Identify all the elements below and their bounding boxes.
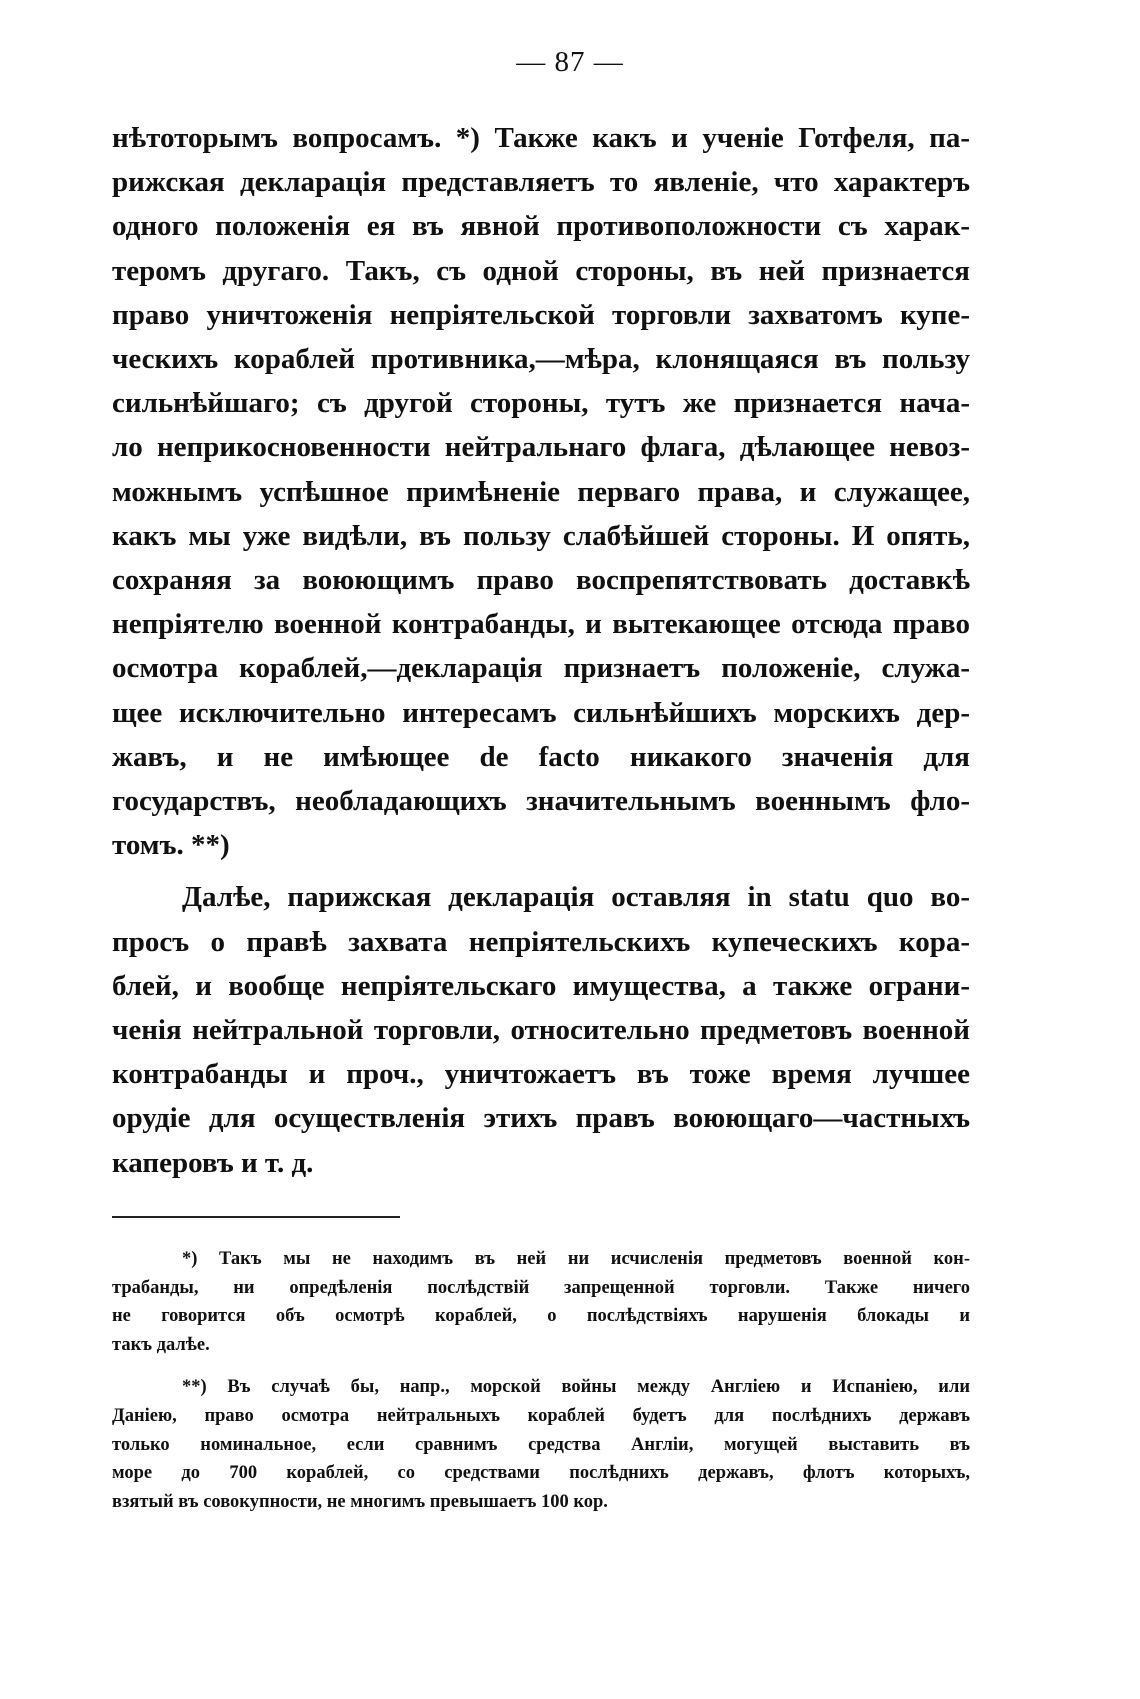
- text-line: сохраняя за воюющимъ право воспрепятствовать доставкѣ: [112, 564, 970, 597]
- footnote-line: море до 700 кораблей, со средствами послѣднихъ державъ, флотъ которыхъ,: [112, 1463, 970, 1484]
- text-line: Далѣе, парижская декларація оставляя in statu quo во-: [182, 881, 970, 914]
- main-text: [112, 116, 970, 1185]
- text-line: какъ мы уже видѣли, въ пользу слабѣйшей стороны. И опять,: [112, 519, 970, 552]
- paragraph-2: [112, 875, 970, 1184]
- text-line: непріятелю военной контрабанды, и вытекающее отсюда право: [112, 608, 970, 641]
- text-line: нѣтоторымъ вопросамъ. *) Также какъ и ученіе Готфеля, па-: [112, 122, 970, 154]
- footnote-line: не говорится объ осмотрѣ кораблей, о послѣдствіяхъ нарушенія блокады и: [112, 1306, 970, 1327]
- text-line: осмотра кораблей,—декларація признаетъ положеніе, служа-: [112, 652, 970, 685]
- footnote-line: **) Въ случаѣ бы, напр., морской войны между Англіею и Испаніею, или: [182, 1377, 970, 1398]
- text-line: ло неприкосновенности нейтральнаго флага, дѣлающее невоз-: [112, 431, 970, 464]
- text-line: государствъ, необладающихъ значительнымъ военнымъ фло-: [112, 785, 970, 818]
- text-line: одного положенія ея въ явной противоположности съ харак-: [112, 210, 970, 243]
- text-line: можнымъ успѣшное примѣненіе перваго права, и служащее,: [112, 475, 970, 508]
- footnote-line: Даніею, право осмотра нейтральныхъ кораблей будетъ для послѣднихъ державъ: [112, 1405, 970, 1426]
- text-line: щее исключительно интересамъ сильнѣйшихъ морскихъ дер-: [112, 696, 970, 729]
- text-line: сильнѣйшаго; съ другой стороны, тутъ же признается нача-: [112, 387, 970, 420]
- text-line: ческихъ кораблей противника,—мѣра, клонящаяся въ пользу: [112, 343, 970, 376]
- text-line: томъ. **): [112, 829, 230, 862]
- footnote-line: такъ далѣе.: [112, 1334, 210, 1355]
- text-line: рижская декларація представляетъ то явленіе, что характеръ: [112, 166, 970, 199]
- text-line: просъ о правѣ захвата непріятельскихъ купеческихъ кора-: [112, 925, 970, 958]
- footnote-line: *) Такъ мы не находимъ въ ней ни исчисленія предметовъ военной кон-: [182, 1249, 970, 1269]
- text-line: блей, и вообще непріятельскаго имущества, а также ограни-: [112, 969, 970, 1002]
- text-line: право уничтоженія непріятельской торговли захватомъ купе-: [112, 298, 970, 331]
- footnote-line: только номинальное, если сравнимъ средства Англіи, могущей выставить въ: [112, 1434, 970, 1455]
- footnotes: [112, 1245, 970, 1530]
- text-line: контрабанды и проч., уничтожаетъ въ тоже время лучшее: [112, 1058, 970, 1091]
- text-line: каперовъ и т. д.: [112, 1146, 314, 1179]
- footnote-line: трабанды, ни опредѣленія послѣдствій запрещенной торговли. Также ничего: [112, 1277, 970, 1298]
- footnote-line: взятый въ совокупности, не многимъ превышаетъ 100 кор.: [112, 1491, 608, 1512]
- paragraph-1: [112, 116, 970, 867]
- footnote-1: [112, 1245, 970, 1359]
- text-line: жавъ, и не имѣющее de facto никакого значенія для: [112, 740, 970, 773]
- text-line: ченія нейтральной торговли, относительно предметовъ военной: [112, 1014, 970, 1047]
- text-line: теромъ другаго. Такъ, съ одной стороны, въ ней признается: [112, 254, 970, 287]
- footnote-2: [112, 1373, 970, 1516]
- text-line: орудіе для осуществленія этихъ правъ воюющаго—частныхъ: [112, 1102, 970, 1135]
- footnote-separator: [112, 1216, 400, 1218]
- page-number: — 87 —: [516, 46, 624, 78]
